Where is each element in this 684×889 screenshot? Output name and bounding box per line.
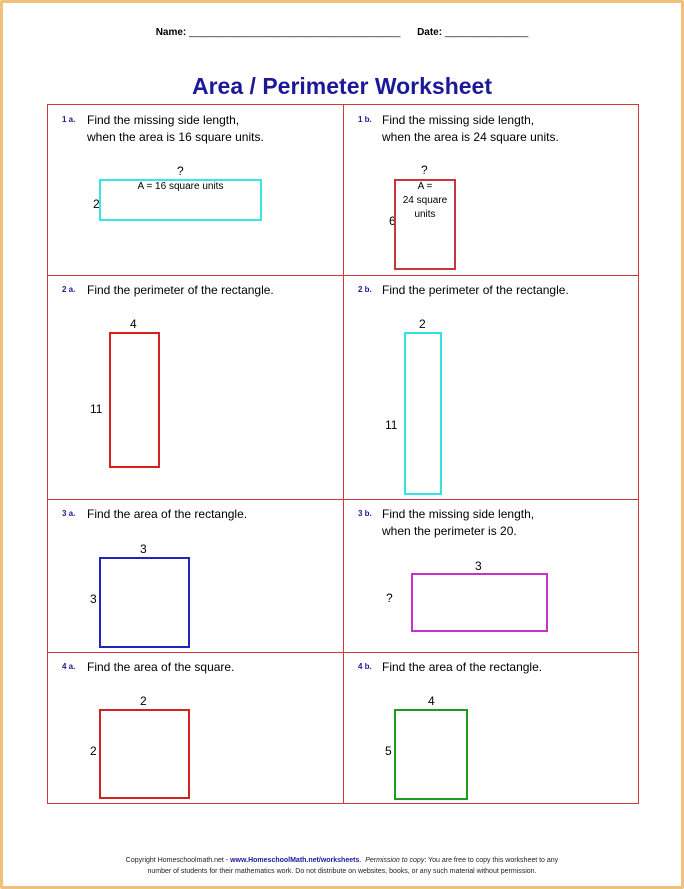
problem-text: Find the perimeter of the rectangle.: [382, 283, 569, 297]
rectangle-shape: [109, 332, 160, 468]
problem-4b: [344, 653, 639, 804]
worksheet-title: Area / Perimeter Worksheet: [192, 73, 492, 99]
top-side-label: 3: [140, 542, 147, 556]
square-shape: [99, 709, 190, 799]
problem-3a: [48, 500, 343, 652]
problem-3b: [344, 500, 639, 652]
problem-number: 2 b.: [358, 285, 372, 294]
copyright-footer: Copyright Homeschoolmath.net - www.HomeschoolMath.net/worksheets. Permission to copy: You are free to copy this worksheet to any number of students for their mathematics work. Do not distribute on websites, books, or any such material without permission.: [3, 855, 681, 877]
rectangle-shape: [411, 573, 548, 632]
left-side-label: ?: [386, 591, 393, 605]
problem-text: Find the missing side length, when the area is 16 square units.: [87, 113, 264, 144]
name-line: ______________________________________: [189, 27, 401, 38]
problem-text: Find the missing side length, when the area is 24 square units.: [382, 113, 559, 144]
top-side-label: 2: [140, 694, 147, 708]
problem-text: Find the perimeter of the rectangle.: [87, 283, 274, 297]
left-side-label: 11: [385, 418, 398, 432]
problem-number: 4 b.: [358, 662, 372, 671]
rectangle-shape: [394, 709, 468, 800]
area-label: A = 24 square units: [402, 181, 448, 220]
problem-number: 1 a.: [62, 115, 76, 124]
permission-text: : You are free to copy this worksheet to any: [424, 857, 559, 864]
problem-number: 2 a.: [62, 285, 76, 294]
site-link[interactable]: www.HomeschoolMath.net/worksheets: [230, 857, 360, 864]
problem-number: 1 b.: [358, 115, 372, 124]
problem-1a: [48, 105, 343, 275]
permission-label: Permission to copy: [365, 857, 425, 864]
rectangle-shape: [404, 332, 442, 495]
date-label: Date:: [417, 27, 443, 38]
left-side-label: 3: [90, 592, 97, 606]
problem-text: Find the area of the rectangle.: [87, 507, 248, 521]
top-side-label: 2: [419, 317, 426, 331]
left-side-label: 6: [389, 214, 396, 228]
problem-number: 3 a.: [62, 509, 76, 518]
problem-1b: [344, 105, 639, 275]
copyright-text: Copyright Homeschoolmath.net -: [125, 857, 231, 864]
left-side-label: 2: [90, 744, 97, 758]
top-side-label: 3: [475, 559, 482, 573]
problem-2a: [48, 276, 343, 499]
problem-text: Find the area of the rectangle.: [382, 660, 543, 674]
square-shape: [99, 557, 190, 648]
date-line: _______________: [444, 27, 529, 38]
left-side-label: 2: [93, 197, 100, 211]
problem-number: 4 a.: [62, 662, 76, 671]
left-side-label: 11: [90, 402, 103, 416]
name-label: Name:: [155, 27, 187, 38]
problem-text: Find the area of the square.: [87, 660, 235, 674]
problem-grid: [47, 104, 639, 804]
top-side-label: ?: [177, 164, 184, 178]
left-side-label: 5: [385, 744, 392, 758]
problem-2b: [344, 276, 639, 499]
name-date-bar: [3, 27, 681, 38]
top-side-label: ?: [421, 163, 428, 177]
problem-4a: [48, 653, 343, 804]
problem-number: 3 b.: [358, 509, 372, 518]
area-label: A = 16 square units: [137, 181, 224, 192]
problem-text: Find the missing side length, when the perimeter is 20.: [382, 507, 535, 538]
top-side-label: 4: [130, 317, 137, 331]
top-side-label: 4: [428, 694, 435, 708]
footer-line-2: number of students for their mathematics work. Do not distribute on websites, books, or any such material without permission.: [147, 868, 537, 875]
